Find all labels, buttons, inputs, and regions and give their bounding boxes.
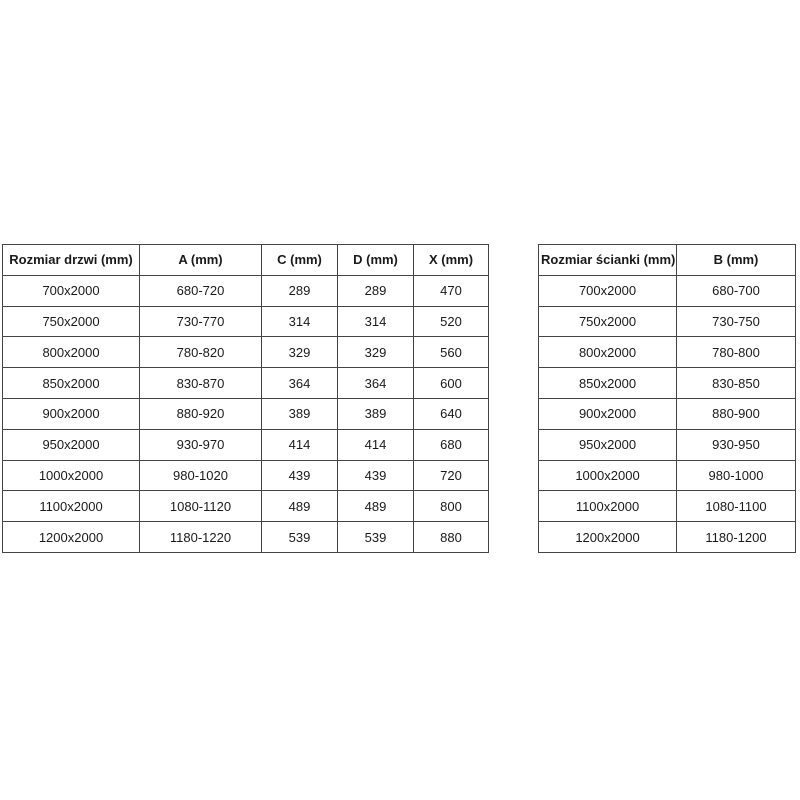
table-cell: 730-750 <box>677 306 796 337</box>
table-cell: 364 <box>262 368 338 399</box>
table-cell: 470 <box>414 275 489 306</box>
table-cell: 1000x2000 <box>3 460 140 491</box>
table-cell: 414 <box>262 429 338 460</box>
table-cell: 439 <box>338 460 414 491</box>
table-row <box>539 522 796 553</box>
table-row <box>539 460 796 491</box>
column-header: A (mm) <box>140 245 262 276</box>
table-cell: 560 <box>414 337 489 368</box>
table-cell: 700x2000 <box>539 275 677 306</box>
column-header: Rozmiar drzwi (mm) <box>3 245 140 276</box>
table-cell: 1180-1200 <box>677 522 796 553</box>
table-row <box>3 522 489 553</box>
wall-dimensions-table <box>538 244 796 553</box>
table-cell: 489 <box>338 491 414 522</box>
column-header: C (mm) <box>262 245 338 276</box>
table-cell: 900x2000 <box>3 398 140 429</box>
table-cell: 414 <box>338 429 414 460</box>
table-cell: 780-820 <box>140 337 262 368</box>
table-cell: 720 <box>414 460 489 491</box>
table-cell: 439 <box>262 460 338 491</box>
table-cell: 850x2000 <box>539 368 677 399</box>
table-cell: 1080-1100 <box>677 491 796 522</box>
table-row <box>539 337 796 368</box>
table-cell: 1180-1220 <box>140 522 262 553</box>
table-cell: 980-1020 <box>140 460 262 491</box>
table-cell: 800 <box>414 491 489 522</box>
table-row <box>3 368 489 399</box>
table-cell: 900x2000 <box>539 398 677 429</box>
table-cell: 930-970 <box>140 429 262 460</box>
table-cell: 680-720 <box>140 275 262 306</box>
column-header: D (mm) <box>338 245 414 276</box>
table-row <box>539 398 796 429</box>
table-cell: 800x2000 <box>539 337 677 368</box>
table-cell: 750x2000 <box>3 306 140 337</box>
table-cell: 980-1000 <box>677 460 796 491</box>
table-cell: 800x2000 <box>3 337 140 368</box>
table-cell: 730-770 <box>140 306 262 337</box>
table-cell: 880 <box>414 522 489 553</box>
table-cell: 364 <box>338 368 414 399</box>
table-cell: 1100x2000 <box>539 491 677 522</box>
table-row <box>3 429 489 460</box>
table-cell: 880-900 <box>677 398 796 429</box>
table-row <box>3 460 489 491</box>
table-cell: 850x2000 <box>3 368 140 399</box>
table-cell: 520 <box>414 306 489 337</box>
table-row <box>3 275 489 306</box>
table-cell: 1100x2000 <box>3 491 140 522</box>
table-row <box>539 368 796 399</box>
table-row <box>539 429 796 460</box>
table-row <box>3 306 489 337</box>
table-cell: 1080-1120 <box>140 491 262 522</box>
table-cell: 329 <box>338 337 414 368</box>
table-cell: 700x2000 <box>3 275 140 306</box>
table-cell: 1200x2000 <box>3 522 140 553</box>
column-header: B (mm) <box>677 245 796 276</box>
table-cell: 830-850 <box>677 368 796 399</box>
table-row <box>539 275 796 306</box>
column-header: X (mm) <box>414 245 489 276</box>
table-cell: 830-870 <box>140 368 262 399</box>
table-cell: 600 <box>414 368 489 399</box>
table-row <box>3 398 489 429</box>
table-cell: 289 <box>262 275 338 306</box>
table-row <box>539 306 796 337</box>
table-cell: 930-950 <box>677 429 796 460</box>
table-cell: 389 <box>262 398 338 429</box>
table-cell: 489 <box>262 491 338 522</box>
table-cell: 329 <box>262 337 338 368</box>
header-row <box>3 245 489 276</box>
table-cell: 314 <box>262 306 338 337</box>
header-row <box>539 245 796 276</box>
table-cell: 1200x2000 <box>539 522 677 553</box>
table-cell: 680 <box>414 429 489 460</box>
table-cell: 780-800 <box>677 337 796 368</box>
table-cell: 950x2000 <box>3 429 140 460</box>
table-row <box>3 491 489 522</box>
table-cell: 750x2000 <box>539 306 677 337</box>
door-dimensions-table <box>2 244 489 553</box>
table-cell: 389 <box>338 398 414 429</box>
column-header: Rozmiar ścianki (mm) <box>539 245 677 276</box>
table-cell: 640 <box>414 398 489 429</box>
table-row <box>539 491 796 522</box>
table-cell: 314 <box>338 306 414 337</box>
table-cell: 680-700 <box>677 275 796 306</box>
table-cell: 1000x2000 <box>539 460 677 491</box>
table-cell: 950x2000 <box>539 429 677 460</box>
table-cell: 289 <box>338 275 414 306</box>
table-cell: 880-920 <box>140 398 262 429</box>
table-cell: 539 <box>262 522 338 553</box>
table-row <box>3 337 489 368</box>
table-cell: 539 <box>338 522 414 553</box>
